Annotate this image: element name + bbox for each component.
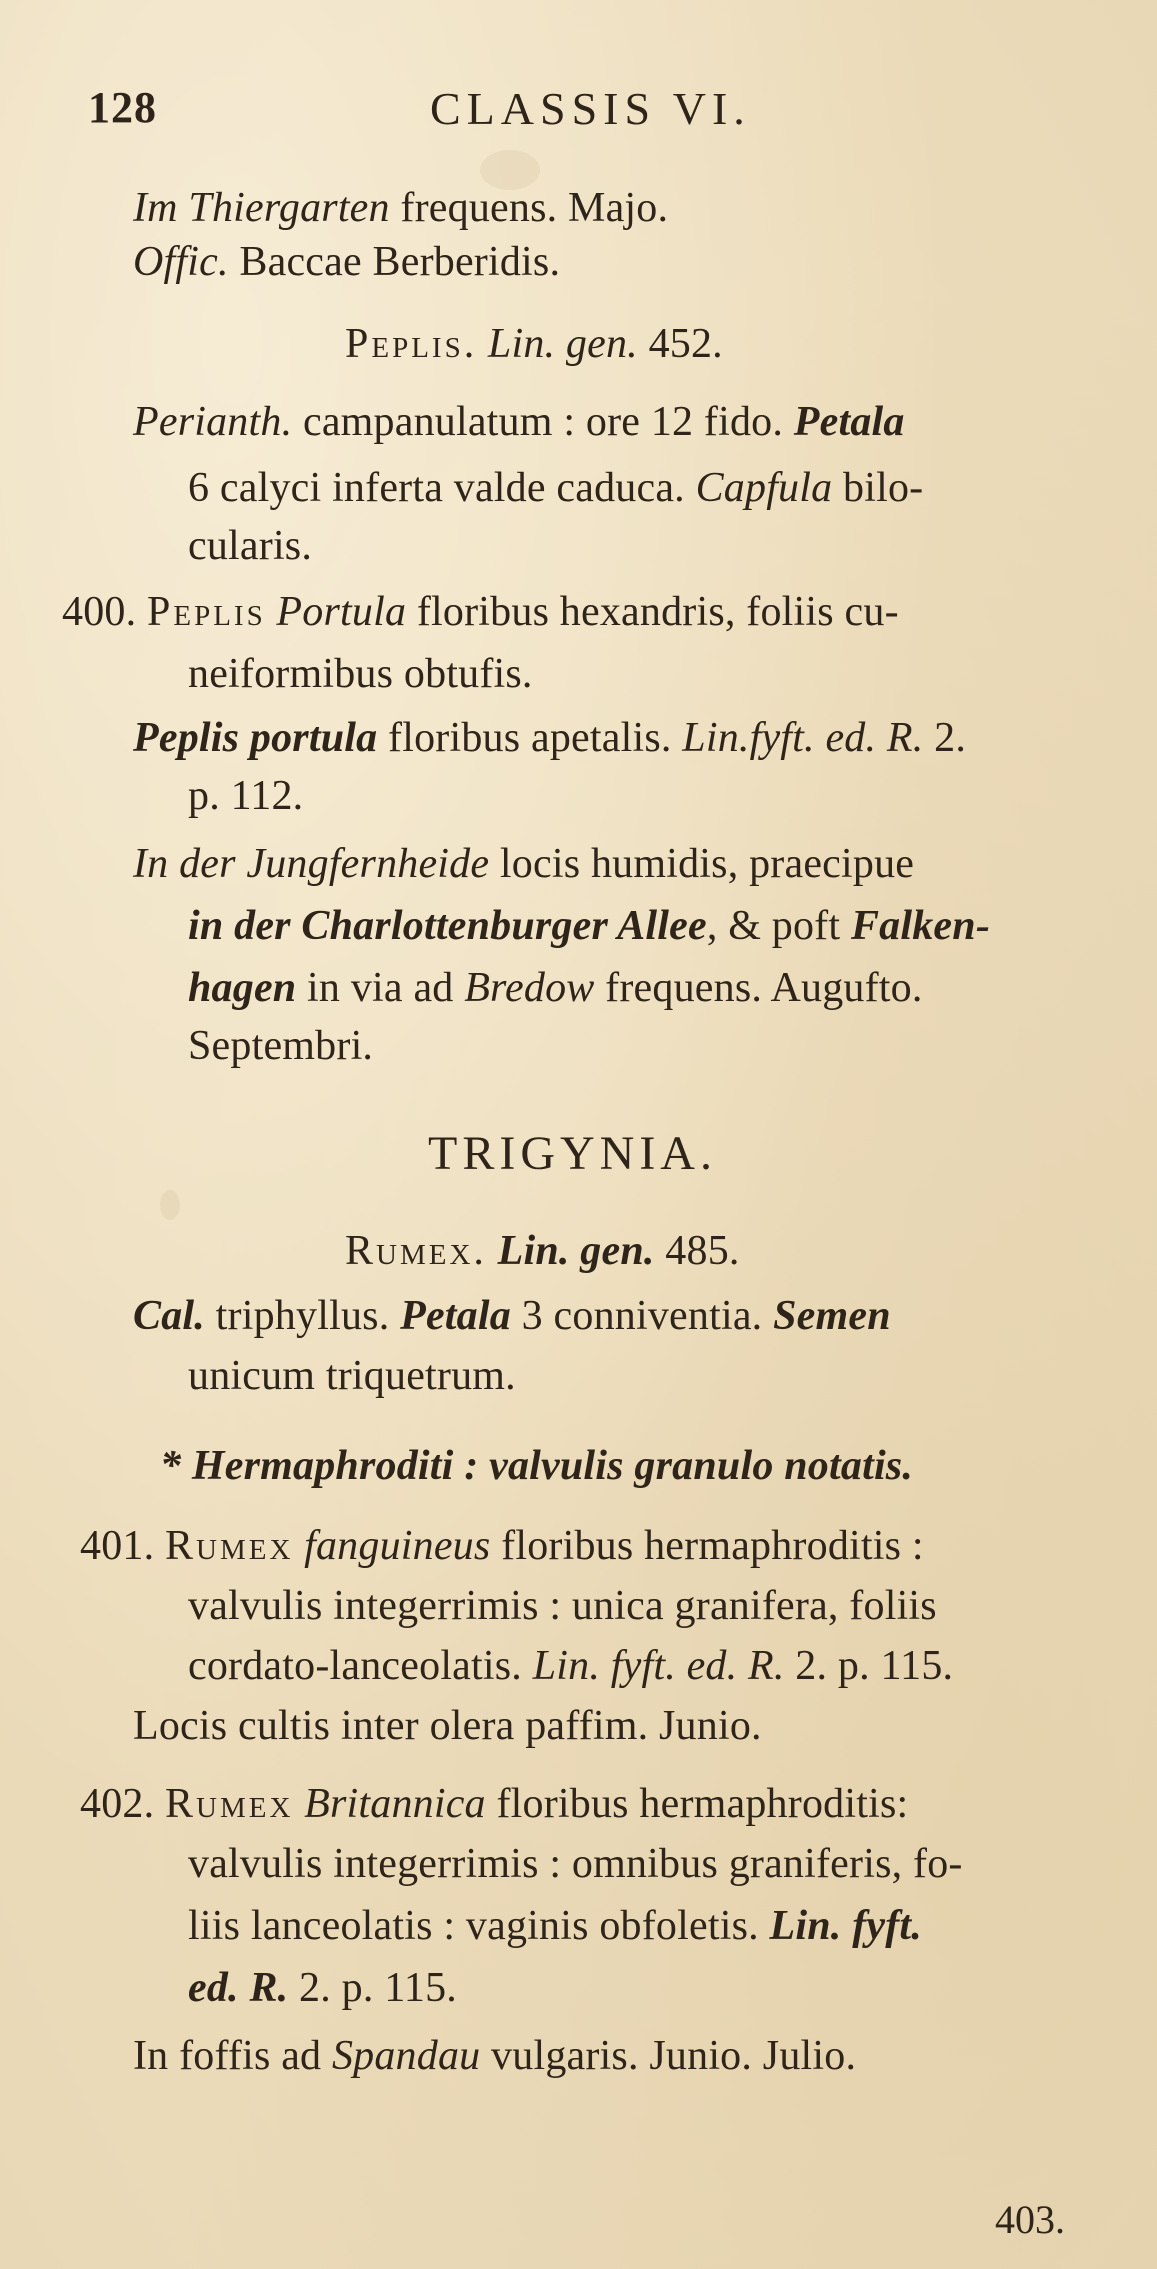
locality-name: in der Charlottenburger Allee [188, 903, 707, 949]
text-span: frequens. Augufto. [594, 965, 923, 1011]
text-line [188, 1580, 937, 1632]
text-span: Baccae Berberidis. [228, 239, 561, 285]
text-line [188, 962, 923, 1014]
text-span: Septembri. [188, 1023, 374, 1069]
species-entry [80, 1520, 924, 1572]
text-line [188, 1962, 457, 2014]
entry-number: 402. [80, 1781, 165, 1827]
subsection-title: * Hermaphroditi : valvulis granulo notatis. [160, 1443, 914, 1489]
catchword: 403. [995, 2197, 1065, 2242]
text-span: cularis. [188, 523, 313, 569]
text-line [188, 520, 312, 572]
entry-number: 400. [62, 589, 147, 635]
text-line [188, 1640, 953, 1692]
text-span: valvulis integerrimis : omnibus graniferis, fo- [188, 1841, 963, 1887]
text-span: 2. [923, 715, 967, 761]
text-line [188, 1838, 963, 1890]
entry-number: 401. [80, 1523, 165, 1569]
text-span: locis humidis, praecipue [489, 841, 915, 887]
text-span: 3 conniventia. [510, 1293, 774, 1339]
genus-name: Rumex. [345, 1228, 487, 1274]
text-span: floribus hexandris, foliis cu- [406, 589, 899, 635]
genus-name: Peplis [147, 589, 266, 635]
running-title: CLASSIS VI. [430, 83, 751, 134]
label-italic: Cal. [133, 1293, 205, 1339]
reference-italic: Lin.fyft. ed. R. [682, 715, 924, 761]
subsection-heading [160, 1440, 913, 1492]
species-name: Britannica [293, 1781, 486, 1827]
text-span: campanulatum : ore 12 fido. [292, 399, 794, 445]
reference-italic: Lin. fyft. [769, 1903, 922, 1949]
text-span: bilo- [832, 465, 924, 511]
label-italic: Offic. [133, 239, 229, 285]
text-span: in via ad [296, 965, 465, 1011]
locality-name: Bredow [464, 965, 595, 1011]
section-heading [428, 1128, 717, 1180]
text-line [188, 900, 990, 952]
locality-name: In der Jungfernheide [133, 841, 490, 887]
text-span: floribus hermaphroditis: [485, 1781, 909, 1827]
text-line [188, 648, 533, 700]
locality-name: Spandau [331, 2033, 481, 2079]
text-span: triphyllus. [204, 1293, 401, 1339]
genus-heading [345, 1225, 740, 1277]
species-entry [80, 1778, 908, 1830]
text-line [133, 236, 560, 288]
reference-italic: Lin. gen. [477, 321, 638, 367]
text-span: 2. p. 115. [288, 1965, 458, 2011]
genus-heading [345, 318, 723, 370]
reference-italic: ed. R. [188, 1965, 289, 2011]
text-line [188, 462, 923, 514]
reference-italic: Lin. gen. [486, 1228, 655, 1274]
text-line [133, 182, 668, 234]
text-span: unicum triquetrum. [188, 1353, 516, 1399]
text-line [188, 1020, 373, 1072]
text-line [133, 838, 914, 890]
label-italic: Perianth. [133, 399, 293, 445]
text-span: , & poft [706, 903, 851, 949]
reference-italic: Lin. fyft. ed. R. [532, 1643, 785, 1689]
text-span: neiformibus obtufis. [188, 651, 533, 697]
paper-stain [160, 1190, 180, 1220]
text-span: In foffis ad [133, 2033, 332, 2079]
text-span: liis lanceolatis : vaginis obfoletis. [188, 1903, 770, 1949]
locality-name: Falken- [850, 903, 991, 949]
locality-name: Im Thiergarten [133, 185, 390, 231]
text-line [133, 2030, 856, 2082]
species-entry [62, 586, 899, 638]
label-italic: Petala [793, 399, 905, 445]
species-name: fanguineus [293, 1523, 491, 1569]
text-span: valvulis integerrimis : unica granifera, foliis [188, 1583, 937, 1629]
label-italic: Semen [773, 1293, 891, 1339]
text-span: frequens. Majo. [389, 185, 669, 231]
text-span: floribus apetalis. [377, 715, 683, 761]
text-span: vulgaris. Junio. Julio. [480, 2033, 857, 2079]
locality-name: hagen [188, 965, 297, 1011]
text-span: p. 112. [188, 773, 304, 819]
text-span: 6 calyci inferta valde caduca. [188, 465, 696, 511]
label-italic: Capfula [695, 465, 833, 511]
text-line [133, 396, 905, 448]
genus-name: Rumex [165, 1523, 294, 1569]
section-title: TRIGYNIA. [428, 1127, 717, 1180]
text-span: floribus hermaphroditis : [490, 1523, 924, 1569]
text-span: Locis cultis inter olera paffim. Junio. [133, 1703, 762, 1749]
text-line [188, 1350, 516, 1402]
text-line [133, 712, 966, 764]
text-line [188, 770, 303, 822]
text-line [133, 1700, 762, 1752]
page-number: 128 [88, 83, 157, 132]
text-span: 485. [654, 1228, 740, 1274]
synonym-italic: Peplis portula [133, 715, 378, 761]
text-span: 2. p. 115. [784, 1643, 954, 1689]
genus-name: Rumex [165, 1781, 294, 1827]
text-span: cordato-lanceolatis. [188, 1643, 533, 1689]
text-span: 452. [637, 321, 723, 367]
text-line [133, 1290, 891, 1342]
species-name: Portula [265, 589, 407, 635]
text-line [188, 1900, 922, 1952]
genus-name: Peplis. [345, 321, 478, 367]
label-italic: Petala [400, 1293, 511, 1339]
